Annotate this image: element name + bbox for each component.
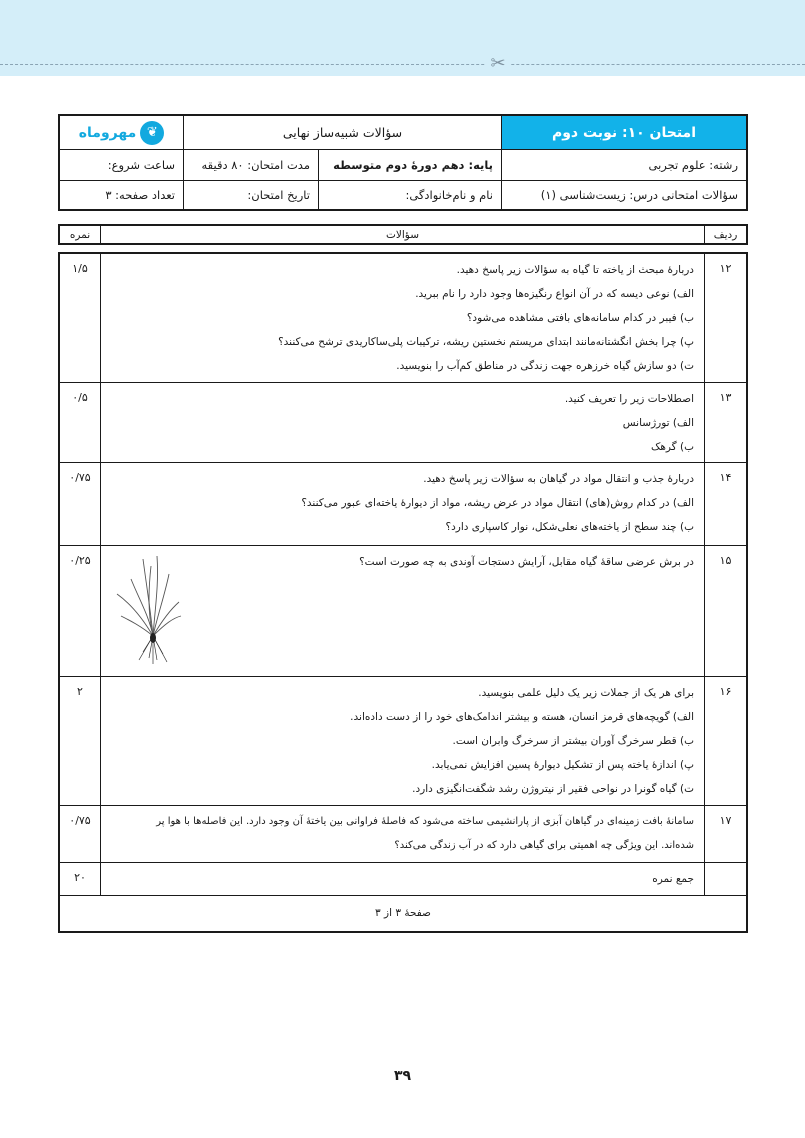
start-time-label: ساعت شروع:: [107, 158, 175, 172]
brand-logo: [60, 116, 183, 149]
questions-column-header: [58, 224, 748, 245]
question-line: ت) دو سازش گیاه خرزهره جهت زندگی در مناطق کم‌آب را بنویسید.: [396, 360, 694, 372]
question-score: ۱/۵: [72, 262, 88, 275]
question-text: [100, 463, 704, 545]
question-line: شده‌اند. این ویژگی چه اهمیتی برای گیاهی دارد که در آب زندگی می‌کند؟: [394, 840, 694, 851]
column-questions: سؤالات: [100, 226, 704, 243]
total-row: [60, 863, 746, 896]
duration-label: مدت امتحان: ۸۰ دقیقه: [183, 150, 318, 180]
question-number: ۱۳: [704, 383, 746, 462]
question-number: ۱۴: [704, 463, 746, 545]
question-line: الف) در کدام روش(های) انتقال مواد در عرض ریشه، مواد از دیوارهٔ یاخته‌ای عبور می‌کنند؟: [301, 497, 694, 509]
question-line: پ) اندازهٔ یاخته پس از تشکیل دیوارهٔ پسین افزایش نمی‌یابد.: [431, 759, 694, 771]
cut-line-divider: [0, 64, 805, 65]
question-score: ۰/۵: [72, 391, 88, 404]
questions-table: [58, 252, 748, 933]
total-label-text: جمع نمره: [652, 873, 694, 885]
question-line: ب) فیبر در کدام سامانه‌های بافتی مشاهده می‌شود؟: [466, 312, 694, 324]
question-text: [100, 677, 704, 805]
question-score: ۲: [77, 685, 83, 698]
grade-label: پایه: دهم دورهٔ دوم متوسطه: [318, 150, 501, 180]
grass-plant-illustration: [113, 554, 183, 666]
question-line: دربارهٔ جذب و انتقال مواد در گیاهان به سؤالات زیر پاسخ دهید.: [423, 473, 694, 485]
question-line: الف) نوعی دیسه که در آن انواع رنگیزه‌ها وجود دارد را نام ببرید.: [415, 288, 694, 300]
column-radif: ردیف: [704, 226, 746, 243]
page-count-label: تعداد صفحه: ۳: [105, 188, 175, 202]
question-line: سامانهٔ بافت زمینه‌ای در گیاهان آبزی از پارانشیمی ساخته می‌شود که فاصلهٔ فراوانی بین یاختهٔ آن وجود دارد. این فاصله‌ها با هوا پر: [156, 816, 694, 827]
question-text: [100, 546, 704, 676]
course-label: سؤالات امتحانی درس: زیست‌شناسی (۱): [501, 181, 746, 209]
question-line: اصطلاحات زیر را تعریف کنید.: [564, 393, 694, 405]
question-number: ۱۲: [704, 254, 746, 382]
question-score: ۰/۷۵: [69, 471, 91, 484]
question-line: برای هر یک از جملات زیر یک دلیل علمی بنویسید.: [478, 687, 694, 699]
question-score: ۰/۲۵: [69, 554, 91, 567]
total-score: ۲۰: [74, 871, 86, 884]
question-number: ۱۷: [704, 806, 746, 862]
question-number: ۱۶: [704, 677, 746, 805]
question-line: الف) تورژسانس: [622, 417, 694, 429]
question-text: [100, 254, 704, 382]
column-score: نمره: [69, 228, 91, 241]
question-line: ت) گیاه گونرا در نواحی فقیر از نیتروژن رشد شگفت‌انگیزی دارد.: [412, 783, 694, 795]
series-title: سؤالات شبیه‌ساز نهایی: [183, 116, 501, 149]
brand-name: مهروماه: [78, 124, 137, 141]
question-row: [60, 546, 746, 677]
page-indicator: صفحهٔ ۳ از ۳: [375, 906, 431, 919]
exam-title: امتحان ۱۰: نوبت دوم: [501, 116, 746, 149]
question-line: پ) چرا بخش انگشتانه‌مانند ابتدای مریستم نخستین ریشه، ترکیبات پلی‌ساکاریدی ترشح می‌کنند؟: [278, 336, 694, 348]
field-label: رشته: علوم تجربی: [501, 150, 746, 180]
question-line: الف) گویچه‌های قرمز انسان، هسته و بیشتر اندامک‌های خود را از دست داده‌اند.: [350, 711, 694, 723]
total-radif-empty: [704, 863, 746, 895]
question-text: [100, 806, 704, 862]
butterfly-logo-icon: ❦: [140, 121, 164, 145]
question-line: در برش عرضی ساقهٔ گیاه مقابل، آرایش دستجات آوندی به چه صورت است؟: [359, 556, 694, 568]
question-row: [60, 463, 746, 546]
question-row: [60, 383, 746, 463]
question-line: ب) چند سطح از یاخته‌های نعلی‌شکل، نوار کاسپاری دارد؟: [445, 521, 694, 533]
scissors-icon: ✂: [486, 54, 510, 74]
question-number: ۱۵: [704, 546, 746, 676]
exam-header-table: [58, 114, 748, 211]
page-number: ۳۹: [393, 1068, 412, 1084]
question-line: ب) گرهک: [650, 441, 694, 453]
total-label: [100, 863, 704, 895]
exam-date-label: تاریخ امتحان:: [183, 181, 318, 209]
question-row: [60, 254, 746, 383]
question-score: ۰/۷۵: [69, 814, 91, 827]
question-row: [60, 677, 746, 806]
question-line: دربارهٔ مبحث از یاخته تا گیاه به سؤالات زیر پاسخ دهید.: [456, 264, 694, 276]
question-row: [60, 806, 746, 863]
question-text: [100, 383, 704, 462]
student-name-label: نام و نام‌خانوادگی:: [318, 181, 501, 209]
question-line: ب) قطر سرخرگ آوران بیشتر از سرخرگ وابران است.: [452, 735, 694, 747]
